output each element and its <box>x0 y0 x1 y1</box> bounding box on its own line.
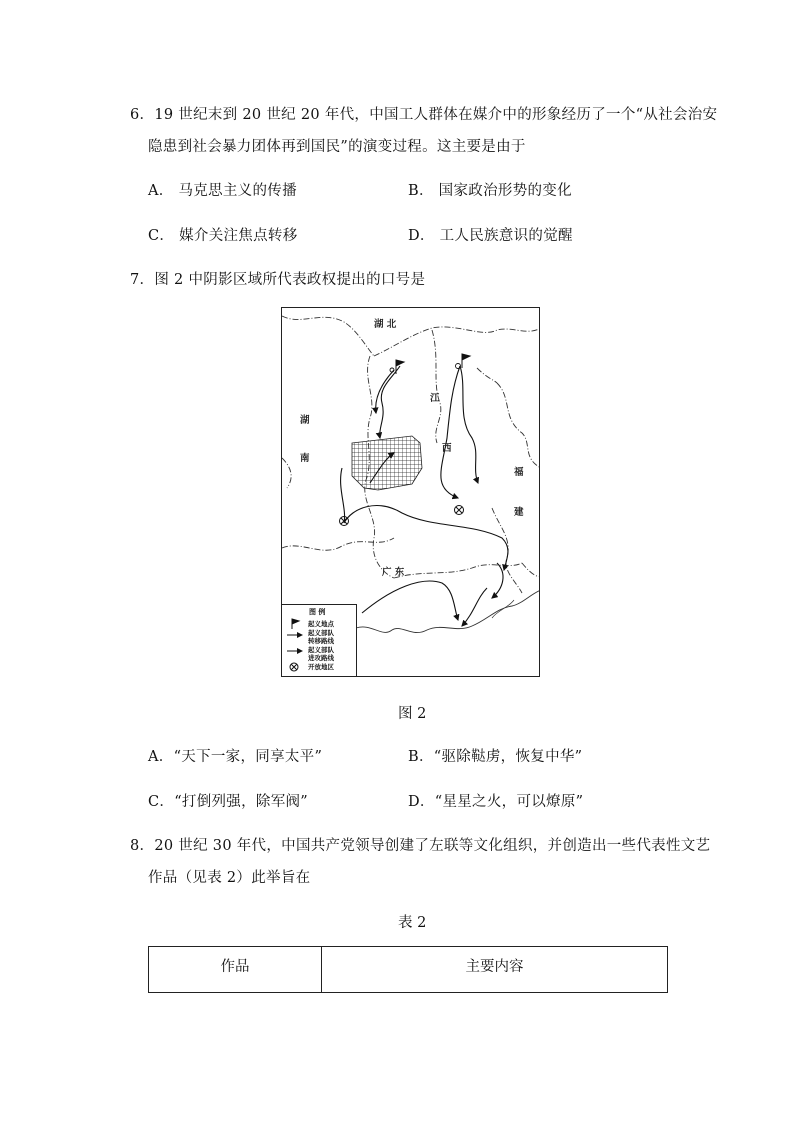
legend-item-attack-a: 起义部队 <box>308 646 334 654</box>
table-2-caption: 表 2 <box>398 915 427 931</box>
table-header-works: 作品 <box>149 947 322 993</box>
map-label-xi: 西 <box>442 443 452 454</box>
q6-stem-line1: 6．19 世纪末到 20 世纪 20 年代，中国工人群体在媒介中的形象经历了一个“从社会治安 <box>130 107 718 123</box>
flag-icon <box>292 619 299 629</box>
map-label-jiang: 江 <box>430 393 440 404</box>
map-label-hubei: 湖 北 <box>374 319 397 330</box>
table-header-row <box>149 947 668 993</box>
table-2 <box>148 946 668 993</box>
route-nanchang-1 <box>460 366 478 483</box>
legend-item-attack-b: 进攻路线 <box>308 654 334 662</box>
border-jiangxi-fujian <box>497 383 540 468</box>
q7-option-a: A．“天下一家，同享太平” <box>148 749 323 765</box>
q7-option-b: B．“驱除鞑虏，恢复中华” <box>408 749 583 765</box>
q6-option-c: C． 媒介关注焦点转移 <box>148 228 298 244</box>
border-hunan-guangdong <box>282 538 394 550</box>
route-autumn-harvest <box>380 366 400 438</box>
q6-stem-line2: 隐患到社会暴力团体再到国民”的演变过程。这主要是由于 <box>148 139 526 155</box>
q7-option-d: D．“星星之火，可以燎原” <box>408 794 584 810</box>
route-guangzhou <box>362 581 458 620</box>
legend-item-transfer-b: 转移路线 <box>308 637 334 645</box>
q6-option-b: B． 国家政治形势的变化 <box>408 183 572 199</box>
q6-option-d: D． 工人民族意识的觉醒 <box>408 228 573 244</box>
q8-stem-line2: 作品（见表 2）此举旨在 <box>148 870 311 886</box>
map-label-hu: 湖 <box>300 415 310 426</box>
legend-item-transfer-a: 起义部队 <box>308 629 334 637</box>
map-label-fu: 福 <box>514 467 524 478</box>
map-legend <box>282 604 357 677</box>
figure-2-map <box>281 307 540 677</box>
border-hubei-hunan <box>282 316 374 356</box>
legend-item-opened: 开放地区 <box>308 663 334 671</box>
legend-symbols <box>282 605 308 677</box>
map-label-jian: 建 <box>514 507 524 518</box>
legend-item-revolt: 起义地点 <box>308 620 334 628</box>
figure-2-caption: 图 2 <box>398 706 427 722</box>
map-label-nan: 南 <box>300 453 310 464</box>
legend-title: 图 例 <box>309 607 326 616</box>
q6-option-a: A． 马克思主义的传播 <box>148 183 297 199</box>
q7-stem: 7．图 2 中阴影区域所代表政权提出的口号是 <box>130 272 426 288</box>
q7-option-c: C．“打倒列强，除军阀” <box>148 794 309 810</box>
q8-stem-line1: 8．20 世纪 30 年代，中国共产党领导创建了左联等文化组织，并创造出一些代表性文艺 <box>130 838 711 854</box>
map-label-guangdong: 广 东 <box>382 567 405 578</box>
shaded-base-area <box>352 436 422 490</box>
table-header-content: 主要内容 <box>322 947 668 993</box>
